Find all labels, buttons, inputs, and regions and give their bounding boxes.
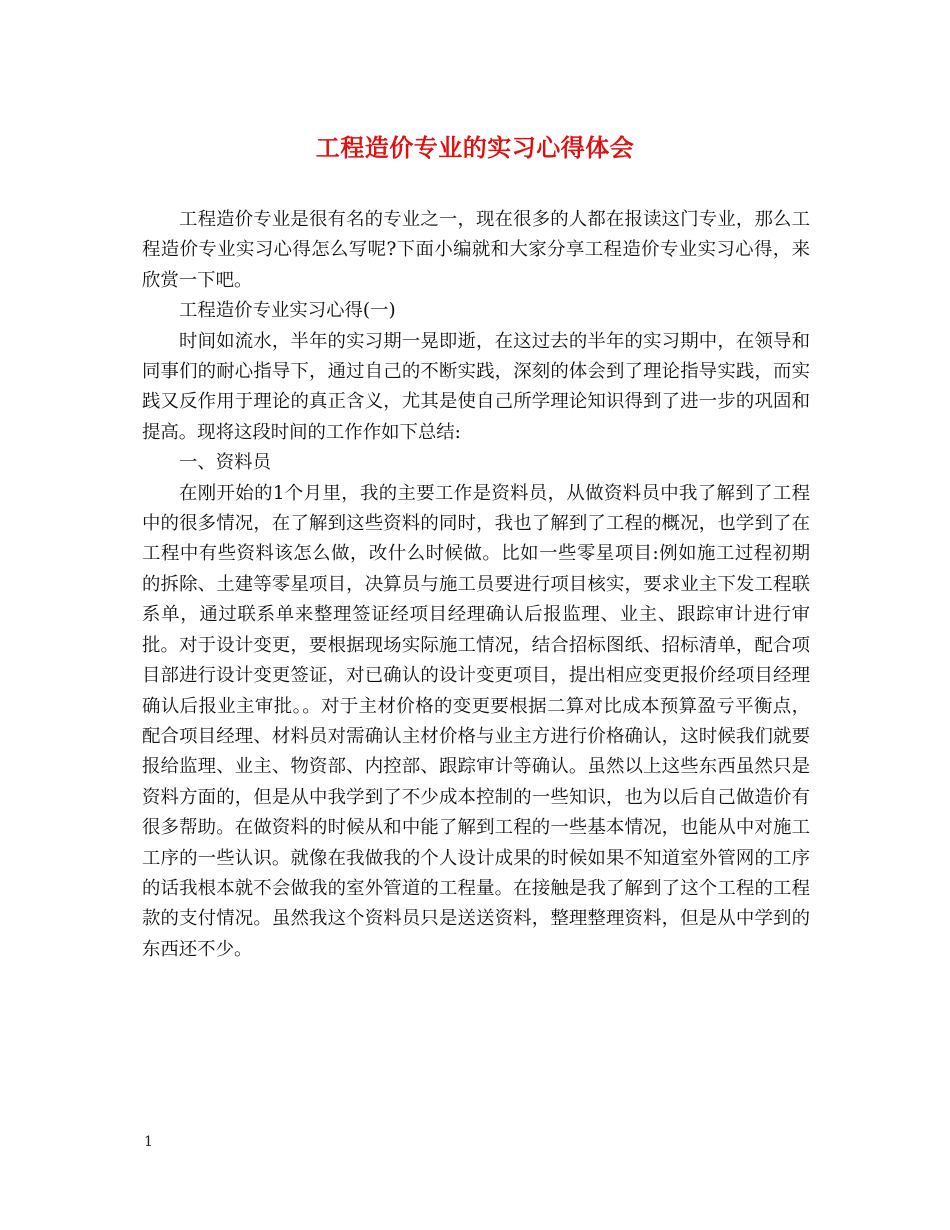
document-title: 工程造价专业的实习心得体会 [315, 133, 635, 162]
subsection-heading: 一、资料员 [179, 452, 271, 474]
document-body [142, 205, 810, 965]
intro-paragraph: 工程造价专业是很有名的专业之一，现在很多的人都在报读这门专业，那么工程造价专业实习心得怎么写呢?下面小编就和大家分享工程造价专业实习心得，来欣赏一下吧。 [142, 209, 810, 291]
section-heading: 工程造价专业实习心得(一) [179, 300, 396, 322]
body-paragraph: 时间如流水，半年的实习期一晃即逝，在这过去的半年的实习期中，在领导和同事们的耐心指导下，通过自己的不断实践，深刻的体会到了理论指导实践，而实践又反作用于理论的真正含义，尤其是使自己所学理论知识得到了进一步的巩固和提高。现将这段时间的工作作如下总结: [142, 330, 810, 443]
body-paragraph: 在刚开始的1个月里，我的主要工作是资料员，从做资料员中我了解到了工程中的很多情况，在了解到这些资料的同时，我也了解到了工程的概况，也学到了在工程中有些资料该怎么做，改什么时候做。比如一些零星项目:例如施工过程初期的拆除、土建等零星项目，决算员与施工员要进行项目核实，要求业主下发工程联系单，通过联系单来整理签证经项目经理确认后报监理、业主、跟踪审计进行审批。对于设计变更，要根据现场实际施工情况，结合招标图纸、招标清单，配合项目部进行设计变更签证，对已确认的设计变更项目，提出相应变更报价经项目经理确认后报业主审批。。对于主材价格的变更要根据二算对比成本预算盈亏平衡点，配合项目经理、材料员对需确认主材价格与业主方进行价格确认，这时候我们就要报给监理、业主、物资部、内控部、跟踪审计等确认。虽然以上这些东西虽然只是资料方面的，但是从中我学到了不少成本控制的一些知识，也为以后自己做造价有很多帮助。在做资料的时候从和中能了解到工程的一些基本情况，也能从中对施工工序的一些认识。就像在我做我的个人设计成果的时候如果不知道室外管网的工序的话我根本就不会做我的室外管道的工程量。在接触是我了解到了这个工程的工程款的支付情况。虽然我这个资料员只是送送资料，整理整理资料，但是从中学到的东西还不少。 [142, 482, 810, 960]
page-number: 1 [144, 1134, 153, 1150]
